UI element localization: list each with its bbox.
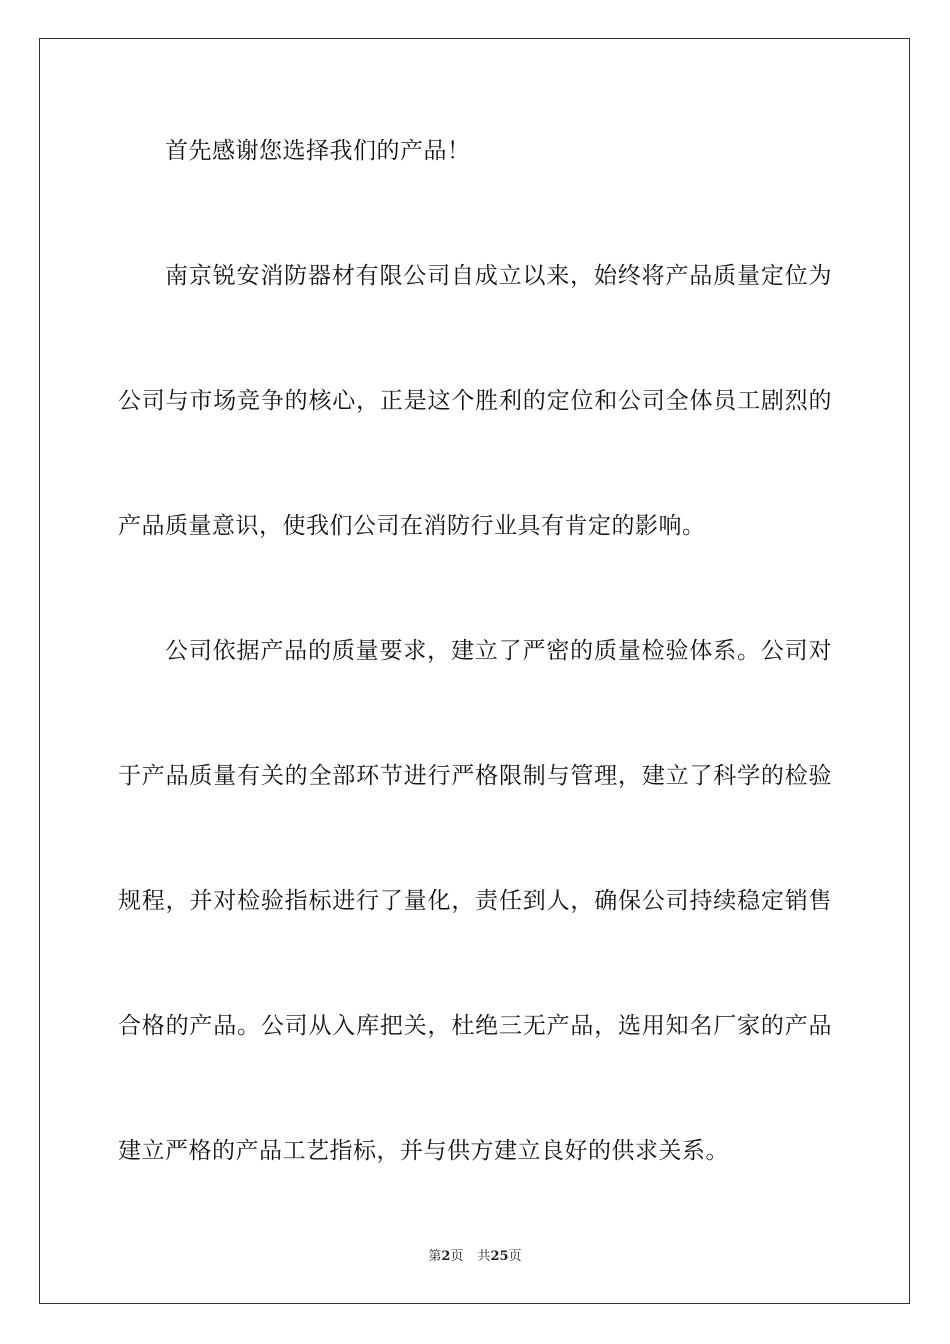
total-suffix: 页 xyxy=(508,1249,522,1264)
total-prefix: 共 xyxy=(477,1249,491,1264)
paragraph-line: 产品质量意识，使我们公司在消防行业具有肯定的影响。 xyxy=(118,513,706,539)
paragraph-line: 首先感谢您选择我们的产品！ xyxy=(165,138,471,164)
page-border xyxy=(39,38,910,1304)
total-pages: 25 xyxy=(490,1249,509,1264)
paragraph-line: 公司与市场竞争的核心，正是这个胜利的定位和公司全体员工剧烈的 xyxy=(118,388,832,414)
paragraph-line: 合格的产品。公司从入库把关，杜绝三无产品，选用知名厂家的产品 xyxy=(118,1013,832,1039)
page-suffix: 页 xyxy=(450,1249,464,1264)
paragraph-line: 南京锐安消防器材有限公司自成立以来，始终将产品质量定位为 xyxy=(165,263,832,289)
paragraph-line: 规程，并对检验指标进行了量化，责任到人，确保公司持续稳定销售 xyxy=(118,888,832,914)
paragraph-line: 公司依据产品的质量要求，建立了严密的质量检验体系。公司对 xyxy=(165,638,832,664)
paragraph-line: 建立严格的产品工艺指标，并与供方建立良好的供求关系。 xyxy=(118,1138,729,1164)
page-number: 2 xyxy=(441,1249,451,1264)
paragraph-line: 于产品质量有关的全部环节进行严格限制与管理，建立了科学的检验 xyxy=(118,763,832,789)
page-prefix: 第 xyxy=(428,1249,442,1264)
page-footer xyxy=(0,1248,950,1266)
